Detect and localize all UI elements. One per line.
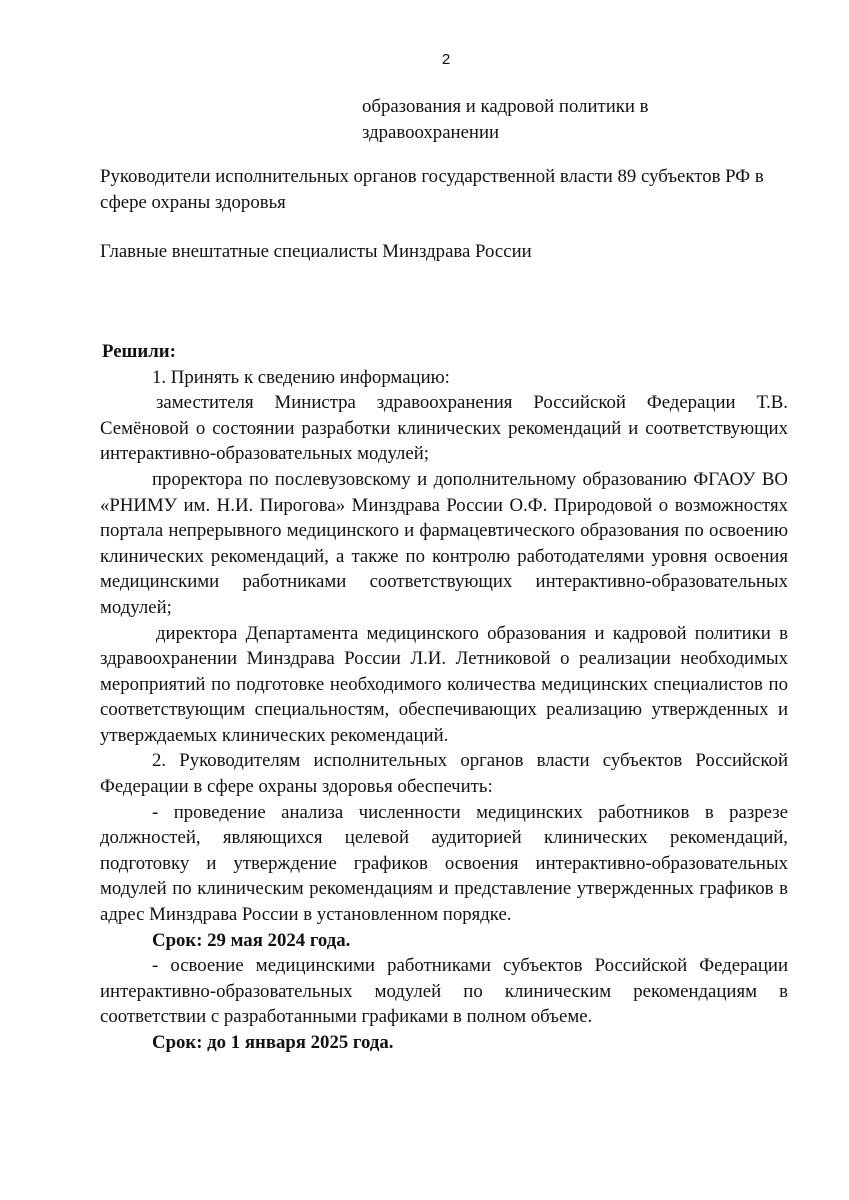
task-staff-analysis: - проведение анализа численности медицинских работников в разрезе должностей, являющихся целевой аудиторией клинических рекомендаций, подготовку и утверждение графиков освоения интерактивно-образовательных модулей по клиническим рекомендациям и представление утвержденных графиков в адрес Минздрава России в установленном порядке. — [100, 801, 788, 926]
recipient-regional-heads: Руководители исполнительных органов государственной власти 89 субъектов РФ в сфере охраны здоровья — [100, 166, 764, 213]
recipient-chief-specialists: Главные внештатные специалисты Минздрава России — [100, 241, 532, 263]
decision-item-1: 1. Принять к сведению информацию: — [152, 366, 450, 388]
decision-item-2: 2. Руководителям исполнительных органов власти субъектов Российской Федерации в сфере охраны здоровья обеспечить: — [100, 750, 788, 798]
recipient-continuation — [362, 94, 762, 145]
task-module-mastery: - освоение медицинскими работниками субъектов Российской Федерации интерактивно-образовательных модулей по клиническим рекомендациям в соответствии с разработанными графиками в полном объеме. — [100, 955, 788, 1028]
page-number: 2 — [441, 51, 451, 68]
report-deputy-minister: заместителя Министра здравоохранения Российской Федерации Т.В. Семёновой о состоянии разработки клинических рекомендаций и соответствующих интерактивно-образовательных модулей; — [100, 392, 788, 465]
report-vice-rector: проректора по послевузовскому и дополнительному образованию ФГАОУ ВО «РНИМУ им. Н.И. Пирогова» Минздрава России О.Ф. Природовой о возможностях портала непрерывного медицинского и фармацевтического образования по освоению клинических рекомендаций, а также по контролю работодателями уровня освоения медицинскими работниками соответствующих интерактивно-образовательных модулей; — [100, 468, 788, 618]
report-department-director: директора Департамента медицинского образования и кадровой политики в здравоохранении Минздрава России Л.И. Летниковой о реализации необходимых мероприятий по подготовке необходимого количества медицинских специалистов по соответствующим специальностям, обеспечивающих реализацию утвержденных и утверждаемых клинических рекомендаций. — [100, 622, 788, 746]
deadline-1: Срок: 29 мая 2024 года. — [152, 929, 351, 951]
document-body — [100, 94, 788, 1056]
deadline-2: Срок: до 1 января 2025 года. — [152, 1032, 394, 1053]
recipient-continuation-line-1: образования и кадровой политики в — [362, 96, 649, 117]
decision-heading: Решили: — [102, 340, 176, 362]
recipient-continuation-line-2: здравоохранении — [362, 121, 500, 143]
